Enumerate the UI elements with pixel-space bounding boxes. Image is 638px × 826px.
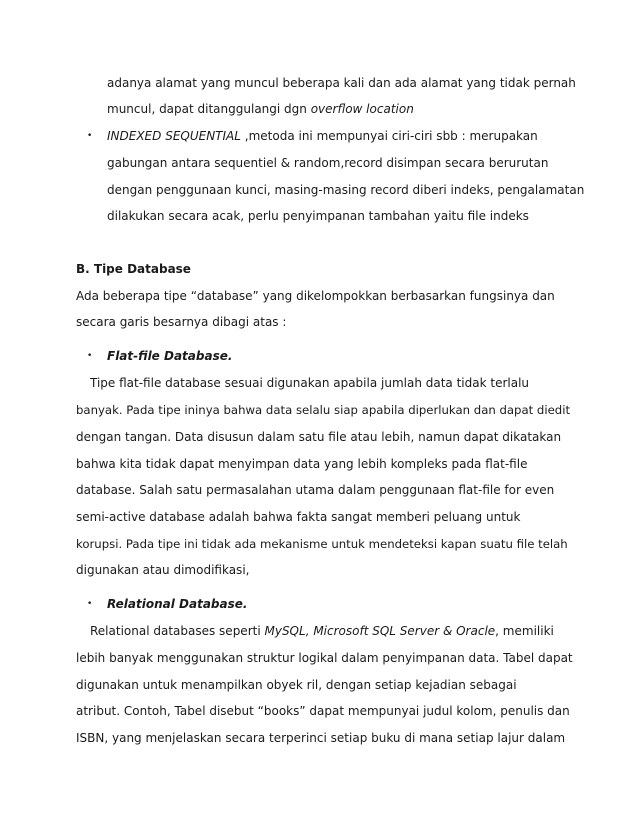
- flat-file-line-1: Tipe flat-file database sesuai digunakan apabila jumlah data tidak terlalu: [90, 376, 530, 390]
- indexed-line-1: [107, 128, 538, 144]
- flat-file-heading: Flat-file Database.: [107, 349, 233, 363]
- indexed-line-2: gabungan antara sequentiel & random,record disimpan secara berurutan: [107, 156, 549, 170]
- section-b-intro-2: secara garis besarnya dibagi atas :: [76, 315, 287, 329]
- relational-line-5: ISBN, yang menjelaskan secara terperinci setiap buku di mana setiap lajur dalam: [76, 731, 566, 745]
- relational-products: MySQL, Microsoft SQL Server & Oracle: [264, 624, 496, 638]
- overflow-term: overflow location: [310, 102, 414, 116]
- relational-line-3: digunakan untuk menampilkan obyek ril, dengan setiap kejadian sebagai: [76, 678, 517, 692]
- flat-file-bullet: •: [87, 351, 93, 361]
- intro-line-1: adanya alamat yang muncul beberapa kali dan ada alamat yang tidak pernah: [107, 76, 576, 90]
- relational-bullet: •: [87, 599, 93, 609]
- intro-line-2: [107, 101, 414, 117]
- flat-file-line-6: semi-active database adalah bahwa fakta sangat memberi peluang untuk: [76, 510, 521, 524]
- section-b-heading: B. Tipe Database: [76, 262, 191, 276]
- relational-line-1-pre: Relational databases seperti: [90, 624, 265, 638]
- flat-file-line-8: digunakan atau dimodifikasi,: [76, 563, 250, 577]
- indexed-line-1-text: ,metoda ini mempunyai ciri-ciri sbb : merupakan: [240, 129, 538, 143]
- flat-file-line-3: dengan tangan. Data disusun dalam satu file atau lebih, namun dapat dikatakan: [76, 430, 562, 444]
- section-b-intro-1: Ada beberapa tipe “database” yang dikelompokkan berbasarkan fungsinya dan: [76, 289, 555, 303]
- relational-line-2: lebih banyak menggunakan struktur logikal dalam penyimpanan data. Tabel dapat: [76, 651, 573, 665]
- relational-line-4: atribut. Contoh, Tabel disebut “books” dapat mempunyai judul kolom, penulis dan: [76, 704, 570, 718]
- indexed-line-3: dengan penggunaan kunci, masing-masing record diberi indeks, pengalamatan: [107, 183, 585, 197]
- flat-file-line-4: bahwa kita tidak dapat menyimpan data yang lebih kompleks pada flat-file: [76, 457, 528, 471]
- relational-line-1: [90, 623, 554, 639]
- flat-file-line-7: korupsi. Pada tipe ini tidak ada mekanisme untuk mendeteksi kapan suatu file telah: [76, 537, 568, 551]
- intro-line-2-text: muncul, dapat ditanggulangi dgn: [107, 102, 311, 116]
- indexed-bullet: •: [87, 131, 93, 141]
- relational-heading: Relational Database.: [107, 597, 248, 611]
- indexed-line-4: dilakukan secara acak, perlu penyimpanan tambahan yaitu file indeks: [107, 209, 529, 223]
- flat-file-line-5: database. Salah satu permasalahan utama dalam penggunaan flat-file for even: [76, 483, 555, 497]
- relational-line-1-post: , memiliki: [495, 624, 554, 638]
- indexed-term: INDEXED SEQUENTIAL: [107, 129, 241, 143]
- flat-file-line-2: banyak. Pada tipe ininya bahwa data selalu siap apabila diperlukan dan dapat diedit: [76, 403, 571, 417]
